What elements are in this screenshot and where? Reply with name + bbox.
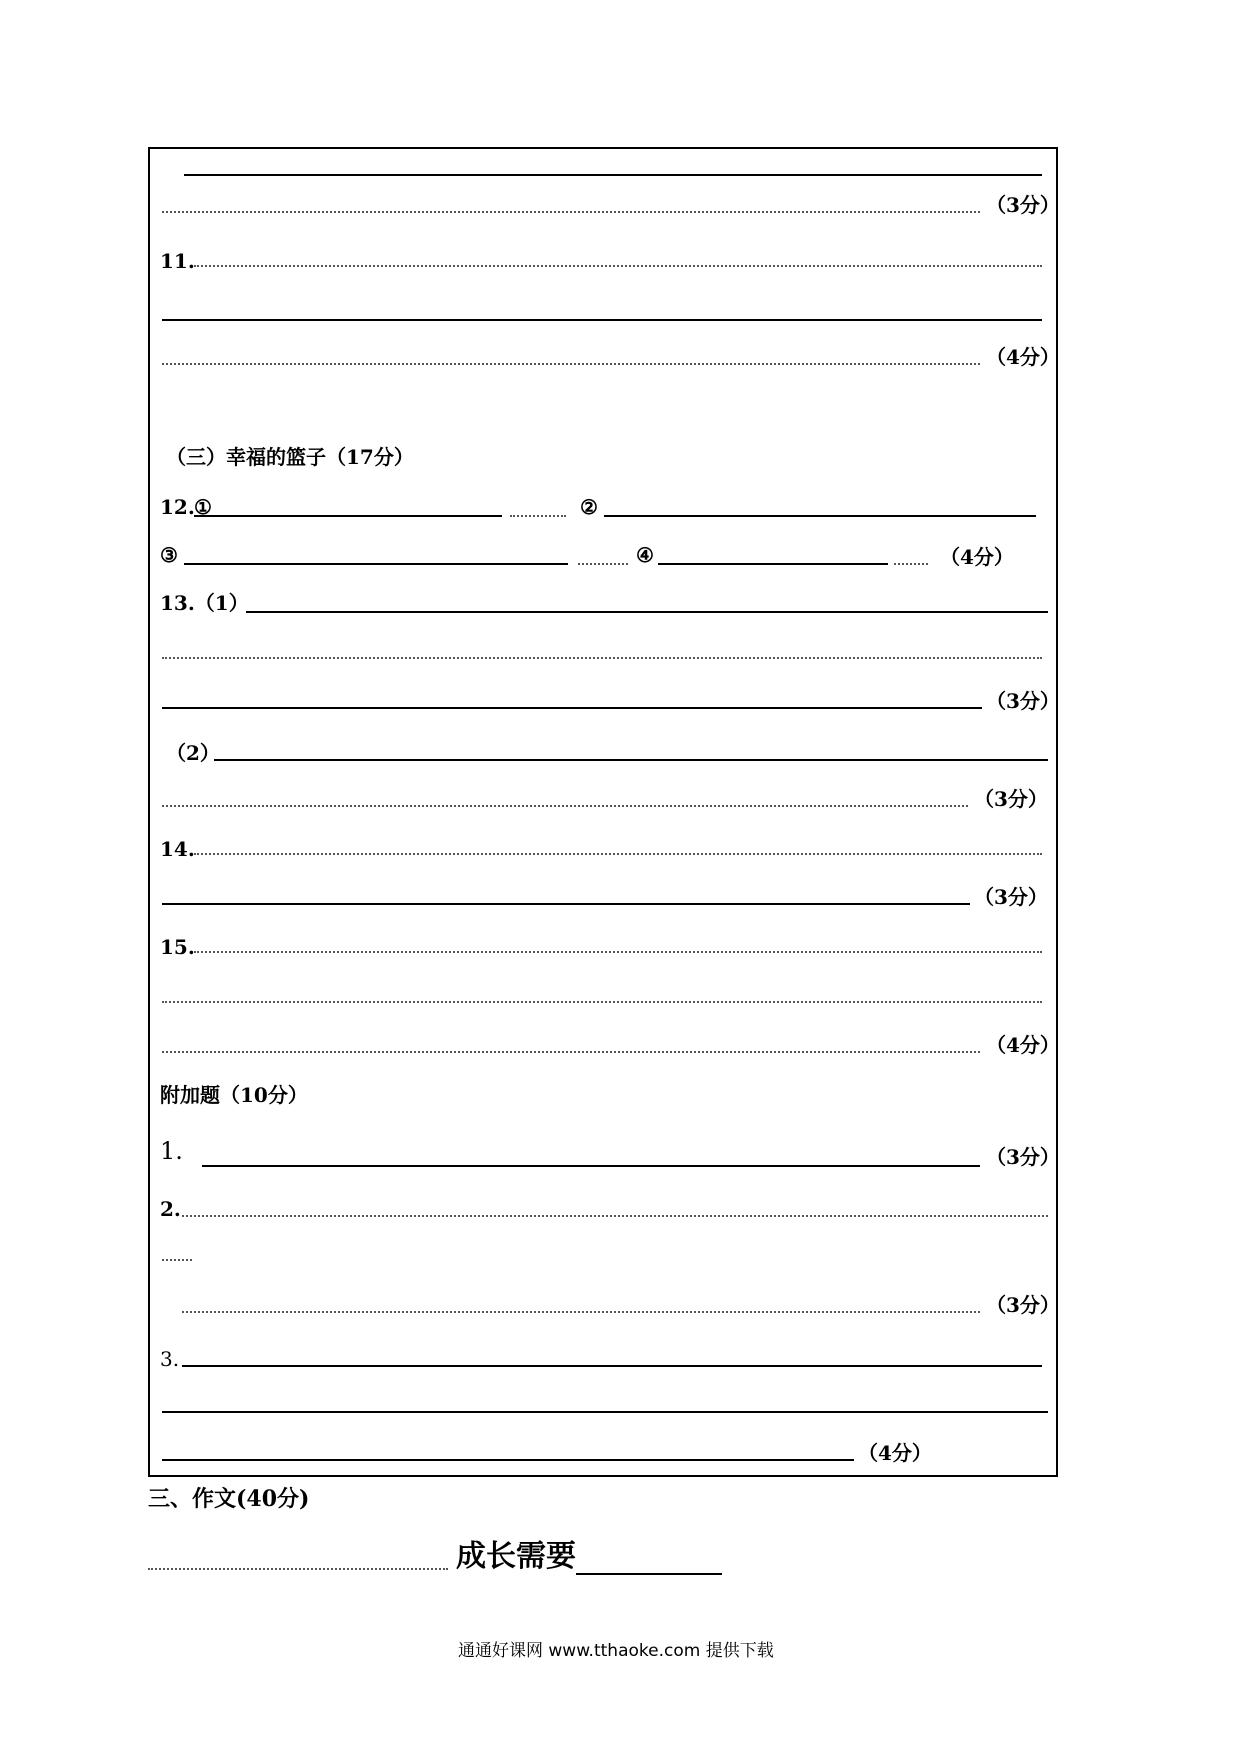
answer-line: [510, 515, 566, 517]
score-label: （3分）: [986, 1145, 1060, 1169]
q13-sub2-label: （2）: [166, 741, 220, 765]
score-label: （4分）: [858, 1441, 932, 1465]
score-label: （4分）: [986, 1033, 1060, 1057]
footer-source: 通通好课网 www.tthaoke.com 提供下载: [458, 1641, 774, 1661]
q15-label: 15.: [160, 935, 195, 959]
q12-circle-2: ②: [580, 495, 598, 519]
answer-line: [894, 563, 928, 565]
answer-line: [604, 515, 1036, 517]
answer-line: [162, 1411, 1048, 1413]
answer-line: [658, 563, 888, 565]
answer-line: [162, 1051, 980, 1053]
answer-line: [162, 1459, 854, 1461]
score-label: （4分）: [986, 345, 1060, 369]
answer-line: [162, 1001, 1042, 1003]
section3-header: （三）幸福的篮子（17分）: [166, 445, 414, 469]
answer-line: [162, 363, 980, 365]
answer-line: [214, 759, 1048, 761]
answer-frame: [148, 147, 1058, 1477]
q14-label: 14.: [160, 837, 195, 861]
score-label: （4分）: [940, 545, 1014, 569]
q12-circle-1: ①: [194, 495, 212, 519]
q12-circle-4: ④: [636, 543, 654, 567]
answer-line: [194, 951, 1042, 953]
bonus-2-label: 2.: [160, 1197, 181, 1221]
score-label: （3分）: [986, 193, 1060, 217]
answer-line: [246, 611, 1048, 613]
answer-line: [162, 657, 1042, 659]
answer-line: [162, 1259, 192, 1261]
answer-line: [162, 319, 1042, 321]
answer-line: [202, 1165, 980, 1167]
composition-header: 三、作文(40分): [148, 1486, 310, 1512]
score-label: （3分）: [974, 787, 1048, 811]
q12-label: 12.: [160, 495, 195, 519]
answer-line: [162, 805, 968, 807]
bonus-3-label: 3.: [160, 1347, 180, 1371]
bonus-1-label: 1.: [160, 1137, 183, 1165]
answer-line: [162, 903, 970, 905]
q11-label: 11.: [160, 249, 195, 273]
score-label: （3分）: [986, 1293, 1060, 1317]
score-label: （3分）: [974, 885, 1048, 909]
answer-line: [184, 174, 1042, 176]
answer-line: [182, 1365, 1042, 1367]
score-label: （3分）: [986, 689, 1060, 713]
q12-circle-3: ③: [160, 543, 178, 567]
answer-line: [182, 1311, 980, 1313]
answer-line: [182, 1215, 1048, 1217]
answer-line: [194, 265, 1042, 267]
answer-line: [194, 515, 502, 517]
composition-title-blank: [576, 1573, 722, 1575]
answer-line: [162, 211, 980, 213]
bonus-header: 附加题（10分）: [160, 1083, 308, 1107]
answer-line: [184, 563, 568, 565]
answer-line: [578, 563, 628, 565]
q13-label: 13.（1）: [160, 591, 249, 615]
composition-title: 成长需要: [456, 1539, 576, 1574]
answer-line: [162, 707, 982, 709]
answer-line: [194, 853, 1042, 855]
composition-leader-dots: [148, 1568, 448, 1570]
